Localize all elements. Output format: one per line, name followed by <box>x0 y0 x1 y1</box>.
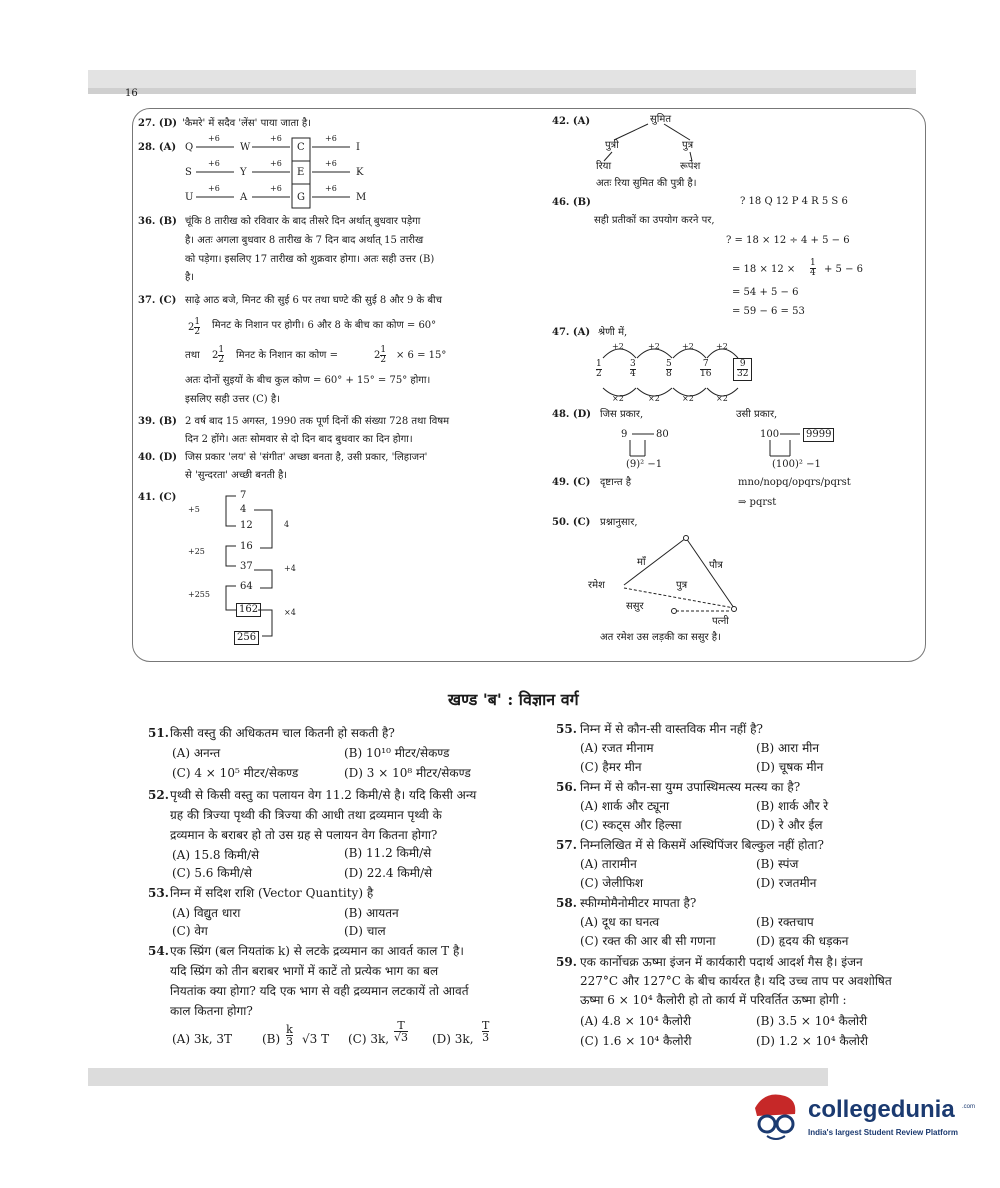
a28-mid: A <box>240 192 248 203</box>
answer-48-num: 48. (D) <box>552 409 592 420</box>
logo-mascot-icon <box>745 1088 805 1148</box>
a28-step: +6 <box>325 159 337 168</box>
question-number: 52. <box>148 788 169 802</box>
arc <box>673 349 706 358</box>
series-op: ×2 <box>682 394 694 403</box>
fraction: $\frac{1}{2}$ <box>380 345 387 365</box>
relation-node <box>732 607 737 612</box>
series-fraction: $\frac{5}{8}$ <box>666 359 672 379</box>
bracket <box>258 610 272 636</box>
answer-48-lb1: (9)² −1 <box>626 459 663 470</box>
option: (C) 3k, <box>348 1032 390 1046</box>
series-term: 12 <box>240 520 253 531</box>
option: (B) <box>262 1032 281 1046</box>
series-op: +5 <box>188 505 200 514</box>
option: (B) शार्क और रे <box>756 799 829 813</box>
series-op: +2 <box>716 342 728 351</box>
answer-50-text: प्रश्नानुसार, <box>600 517 638 528</box>
answer-50-conclusion: अत रमेश उस लड़की का ससुर है। <box>600 632 721 643</box>
a28-step: +6 <box>325 184 337 193</box>
a28-mid: W <box>240 142 251 153</box>
tree-bottom-right: रूपेश <box>680 161 701 172</box>
answer-46-step: = 18 × 12 × <box>732 264 796 275</box>
answer-48-lb2: (100)² −1 <box>772 459 821 470</box>
question-text: निम्न में से कौन-सी वास्तविक मीन नहीं है? <box>580 722 763 736</box>
question-number: 53. <box>148 886 169 900</box>
series-op: 4 <box>284 520 290 529</box>
mixed-whole: 2 <box>188 322 195 333</box>
answer-46-seq: ? 18 Q 12 P 4 R 5 S 6 <box>740 196 848 207</box>
answer-49-seq: mno/nopq/opqrs/pqrst <box>738 477 851 488</box>
option: (B) 11.2 किमी/से <box>344 846 432 860</box>
option: (B) 10¹⁰ मीटर/सेकण्ड <box>344 746 450 760</box>
question-number: 56. <box>556 780 577 794</box>
series-fraction-boxed: $\frac{9}{32}$ <box>737 359 749 379</box>
answer-37-line: मिनट के निशान पर होगी। 6 और 8 के बीच का कोण = 60° <box>212 320 437 331</box>
option: (D) रे और ईल <box>756 818 823 832</box>
rel-grandson: पौत्र <box>709 560 723 571</box>
series-term-boxed: 162 <box>236 603 261 617</box>
answer-48-l1: 9 <box>621 429 628 440</box>
a28-from: Q <box>185 142 194 153</box>
option: (D) चूषक मीन <box>756 760 824 774</box>
answer-40-num: 40. (D) <box>138 452 178 463</box>
option: (A) अनन्त <box>172 746 221 760</box>
answer-49-num: 49. (C) <box>552 477 591 488</box>
answer-36-line: है। अतः अगला बुधवार 8 तारीख के 7 दिन बाद अर्थात् 15 तारीख <box>185 235 424 246</box>
bracket <box>226 586 236 610</box>
a28-step: +6 <box>208 159 220 168</box>
option: (A) 4.8 × 10⁴ कैलोरी <box>580 1014 691 1028</box>
arc <box>707 349 738 358</box>
fraction: $\frac{1}{2}$ <box>218 345 225 365</box>
question-text: एक स्प्रिंग (बल नियतांक k) से लटके द्रव्यमान का आवर्त काल T है। <box>170 944 464 958</box>
question-text: पृथ्वी से किसी वस्तु का पलायन वेग 11.2 किमी/से है। यदि किसी अन्य <box>170 788 477 802</box>
question-number: 58. <box>556 896 577 910</box>
question-number: 51. <box>148 726 169 740</box>
option: (C) जेलीफिश <box>580 876 644 890</box>
bracket <box>226 496 236 526</box>
rel-mother: माँ <box>637 557 646 568</box>
answer-41-num: 41. (C) <box>138 492 177 503</box>
answer-46-step: ? = 18 × 12 ÷ 4 + 5 − 6 <box>726 235 850 246</box>
option: (A) शार्क और ट्यूना <box>580 799 670 813</box>
option: (D) 22.4 किमी/से <box>344 866 433 880</box>
answer-39-line: 2 वर्ष बाद 15 अगस्त, 1990 तक पूर्ण दिनों की संख्या 728 तथा विषम <box>185 416 450 427</box>
answer-49-result: ⇒ pqrst <box>738 497 777 508</box>
tree-branch <box>604 152 612 161</box>
option: (B) 3.5 × 10⁴ कैलोरी <box>756 1014 868 1028</box>
logo-domain: .com <box>962 1104 976 1110</box>
a28-box: C <box>297 142 305 153</box>
answer-46-step: + 5 − 6 <box>824 264 864 275</box>
logo-name: collegedunia <box>808 1096 955 1123</box>
arc <box>603 349 636 358</box>
rel-ramesh: रमेश <box>588 580 605 591</box>
answer-42-conclusion: अतः रिया सुमित की पुत्री है। <box>596 178 697 189</box>
answer-49-text: दृष्टान्त है <box>600 477 632 488</box>
question-text: काल कितना होगा? <box>170 1004 253 1018</box>
series-op: ×2 <box>612 394 624 403</box>
answer-27-text: 'कैमरे' में सदैव 'लेंस' पाया जाता है। <box>182 118 312 129</box>
a28-step: +6 <box>208 184 220 193</box>
option: (B) आयतन <box>344 906 399 920</box>
answer-46-intro: सही प्रतीकों का उपयोग करने पर, <box>594 215 715 226</box>
answer-48-r2: 9999 <box>803 428 834 442</box>
a28-box-frame <box>292 138 310 208</box>
question-text: निम्न में सदिश राशि (Vector Quantity) है <box>170 886 374 900</box>
option: (D) हृदय की धड़कन <box>756 934 849 948</box>
a28-box: E <box>297 167 305 178</box>
option: (C) स्कट्स और हिल्सा <box>580 818 682 832</box>
arc <box>637 388 672 396</box>
option: (A) रजत मीनाम <box>580 741 654 755</box>
mixed-whole: 2 <box>212 350 219 361</box>
question-text: निम्नलिखित में से किसमें अस्थिपिंजर बिल्कुल नहीं होता? <box>580 838 824 852</box>
answer-46-num: 46. (B) <box>552 197 591 208</box>
answer-47-label: श्रेणी में, <box>598 327 628 338</box>
option: (A) 3k, 3T <box>172 1032 233 1046</box>
option: (C) 1.6 × 10⁴ कैलोरी <box>580 1034 692 1048</box>
series-term: 4 <box>240 504 247 515</box>
question-text: द्रव्यमान के बराबर हो तो उस ग्रह से पलायन वेग कितना होगा? <box>170 828 438 842</box>
tree-bottom-left: रिया <box>596 161 612 172</box>
a28-step: +6 <box>270 184 282 193</box>
relation-edge <box>686 538 734 608</box>
a28-step: +6 <box>208 134 220 143</box>
series-op: +255 <box>188 590 210 599</box>
tree-top: सुमित <box>650 114 672 125</box>
tree-branch <box>690 152 692 161</box>
answer-47-num: 47. (A) <box>552 327 591 338</box>
a28-box: G <box>297 192 305 203</box>
answer-28-num: 28. (A) <box>138 142 177 153</box>
relation-edge <box>624 588 734 608</box>
option: (C) 4 × 10⁵ मीटर/सेकण्ड <box>172 766 299 780</box>
section-heading: खण्ड 'ब' : विज्ञान वर्ग <box>448 690 579 709</box>
series-term: 7 <box>240 490 247 501</box>
option: (A) विद्युत धारा <box>172 906 241 920</box>
answer-36-line: को पड़ेगा। इसलिए 17 तारीख को शुक्रवार होगा। अतः सही उत्तर (B) <box>185 254 435 265</box>
relation-node <box>672 609 677 614</box>
series-op: +2 <box>682 342 694 351</box>
bracket <box>254 570 272 588</box>
fraction: $\frac{T}{3}$ <box>482 1019 490 1044</box>
bracket <box>226 546 236 566</box>
fraction: $\frac{k}{3}$ <box>286 1023 293 1048</box>
option: (C) 5.6 किमी/से <box>172 866 253 880</box>
option: (B) स्पंज <box>756 857 799 871</box>
series-term: 37 <box>240 561 253 572</box>
rel-wife: पत्नी <box>712 616 729 627</box>
option: (D) 3 × 10⁸ मीटर/सेकण्ड <box>344 766 471 780</box>
option: (A) 15.8 किमी/से <box>172 848 260 862</box>
option: (B) रक्तचाप <box>756 915 814 929</box>
series-op: ×2 <box>648 394 660 403</box>
a28-mid: Y <box>240 167 247 178</box>
a28-to: K <box>356 167 364 178</box>
option: (A) दूध का घनत्व <box>580 915 660 929</box>
series-term-boxed: 256 <box>234 631 259 645</box>
question-text: निम्न में से कौन-सा युग्म उपास्थिमत्स्य मत्स्य का है? <box>580 780 801 794</box>
arc <box>673 388 706 396</box>
answer-46-step: = 54 + 5 − 6 <box>732 287 799 298</box>
a28-to: M <box>356 192 367 203</box>
question-text: ग्रह की त्रिज्या पृथ्वी की त्रिज्या की आधी तथा द्रव्यमान पृथ्वी के <box>170 808 442 822</box>
answer-36-num: 36. (B) <box>138 216 177 227</box>
question-text: ऊष्मा 6 × 10⁴ कैलोरी हो तो कार्य में परिवर्तित ऊष्मा होगी : <box>580 993 847 1007</box>
series-op: ×4 <box>284 608 296 617</box>
option: (D) रजतमीन <box>756 876 817 890</box>
answer-37-line: इसलिए सही उत्तर (C) है। <box>185 394 280 405</box>
bracket <box>254 510 272 548</box>
relation-node <box>684 536 689 541</box>
relation-edge <box>624 538 686 585</box>
series-op: +4 <box>284 564 296 573</box>
tree-branch <box>664 124 690 140</box>
option: (B) आरा मीन <box>756 741 820 755</box>
answer-37-num: 37. (C) <box>138 295 177 306</box>
a28-from: S <box>185 167 192 178</box>
question-text: नियतांक क्या होगा? यदि एक भाग से वही द्रव्यमान लटकायें तो आवर्त <box>170 984 469 998</box>
question-text: स्फीग्मोमैनोमीटर मापता है? <box>580 896 697 910</box>
scan-footer-band <box>88 1068 828 1086</box>
question-number: 57. <box>556 838 577 852</box>
option: (D) चाल <box>344 924 386 938</box>
option: (D) 1.2 × 10⁴ कैलोरी <box>756 1034 868 1048</box>
arc <box>637 349 672 358</box>
logo-tagline: India's largest Student Review Platform <box>808 1128 958 1137</box>
series-fraction: $\frac{7}{16}$ <box>700 359 712 379</box>
series-op: +2 <box>612 342 624 351</box>
mixed-whole: 2 <box>374 350 381 361</box>
series-term: 16 <box>240 541 253 552</box>
option: (C) हैमर मीन <box>580 760 642 774</box>
rel-father-in-law: ससुर <box>626 601 644 612</box>
tree-branch <box>614 124 648 140</box>
answer-36-line: चूंकि 8 तारीख को रविवार के बाद तीसरे दिन अर्थात् बुधवार पड़ेगा <box>185 216 421 227</box>
question-text: 227°C और 127°C के बीच कार्यरत है। यदि उच्च ताप पर अवशोषित <box>580 974 892 988</box>
answer-48-text2: उसी प्रकार, <box>736 409 778 420</box>
a28-to: I <box>356 142 360 153</box>
answer-37-line: अतः दोनों सुइयों के बीच कुल कोण = 60° + 15° = 75° होगा। <box>185 375 431 386</box>
fraction: $\frac{1}{4}$ <box>810 258 816 278</box>
a28-step: +6 <box>270 134 282 143</box>
answer-39-num: 39. (B) <box>138 416 177 427</box>
answer-37-line: × 6 = 15° <box>396 350 447 361</box>
option-tail: √3 T <box>302 1032 330 1046</box>
question-number: 59. <box>556 955 577 969</box>
question-text: किसी वस्तु की अधिकतम चाल कितनी हो सकती है? <box>170 726 395 740</box>
option: (C) रक्त की आर बी सी गणना <box>580 934 716 948</box>
question-text: एक कार्नोचक्र ऊष्मा इंजन में कार्यकारी पदार्थ आदर्श गैस है। इंजन <box>580 955 863 969</box>
answer-37-line: तथा <box>185 350 200 361</box>
option: (C) वेग <box>172 924 208 938</box>
answer-37-line: मिनट के निशान का कोण = <box>236 350 338 361</box>
tree-right: पुत्र <box>682 140 694 151</box>
answer-27-num: 27. (D) <box>138 118 178 129</box>
answer-46-step: = 59 − 6 = 53 <box>732 306 805 317</box>
answer-42-num: 42. (A) <box>552 116 591 127</box>
answer-48-text: जिस प्रकार, <box>600 409 644 420</box>
series-op: ×2 <box>716 394 728 403</box>
arc <box>707 388 738 396</box>
answer-40-line: से 'सुन्दरता' अच्छी बनती है। <box>185 470 288 481</box>
fraction: $\frac{T}{√3}$ <box>394 1019 409 1044</box>
answer-36-line: है। <box>185 272 195 283</box>
a28-step: +6 <box>325 134 337 143</box>
question-text: यदि स्प्रिंग को तीन बराबर भागों में काटें तो प्रत्येक भाग का बल <box>170 964 439 978</box>
option: (D) 3k, <box>432 1032 474 1046</box>
arc <box>603 388 636 396</box>
series-term: 64 <box>240 581 253 592</box>
answer-48-l2: 100 <box>760 429 780 440</box>
series-fraction: $\frac{3}{4}$ <box>630 359 636 379</box>
question-number: 54. <box>148 944 169 958</box>
question-number: 55. <box>556 722 577 736</box>
series-op: +2 <box>648 342 660 351</box>
series-fraction: $\frac{1}{2}$ <box>596 359 602 379</box>
a28-step: +6 <box>270 159 282 168</box>
answer-37-line: साढ़े आठ बजे, मिनट की सुई 6 पर तथा घण्टे की सुई 8 और 9 के बीच <box>185 295 442 306</box>
tree-left: पुत्री <box>605 140 619 151</box>
answer-50-num: 50. (C) <box>552 517 591 528</box>
series-op: +25 <box>188 547 205 556</box>
page-number: 16 <box>125 88 138 99</box>
answer-48-r1: 80 <box>656 429 669 440</box>
answer-39-line: दिन 2 होंगे। अतः सोमवार से दो दिन बाद बुधवार का दिन होगा। <box>185 434 413 445</box>
fraction: $\frac{1}{2}$ <box>194 317 201 337</box>
answer-40-line: जिस प्रकार 'लय' से 'संगीत' अच्छा बनता है, उसी प्रकार, 'लिहाजन' <box>185 452 428 463</box>
rel-son: पुत्र <box>676 580 688 591</box>
option: (A) तारामीन <box>580 857 637 871</box>
a28-from: U <box>185 192 194 203</box>
